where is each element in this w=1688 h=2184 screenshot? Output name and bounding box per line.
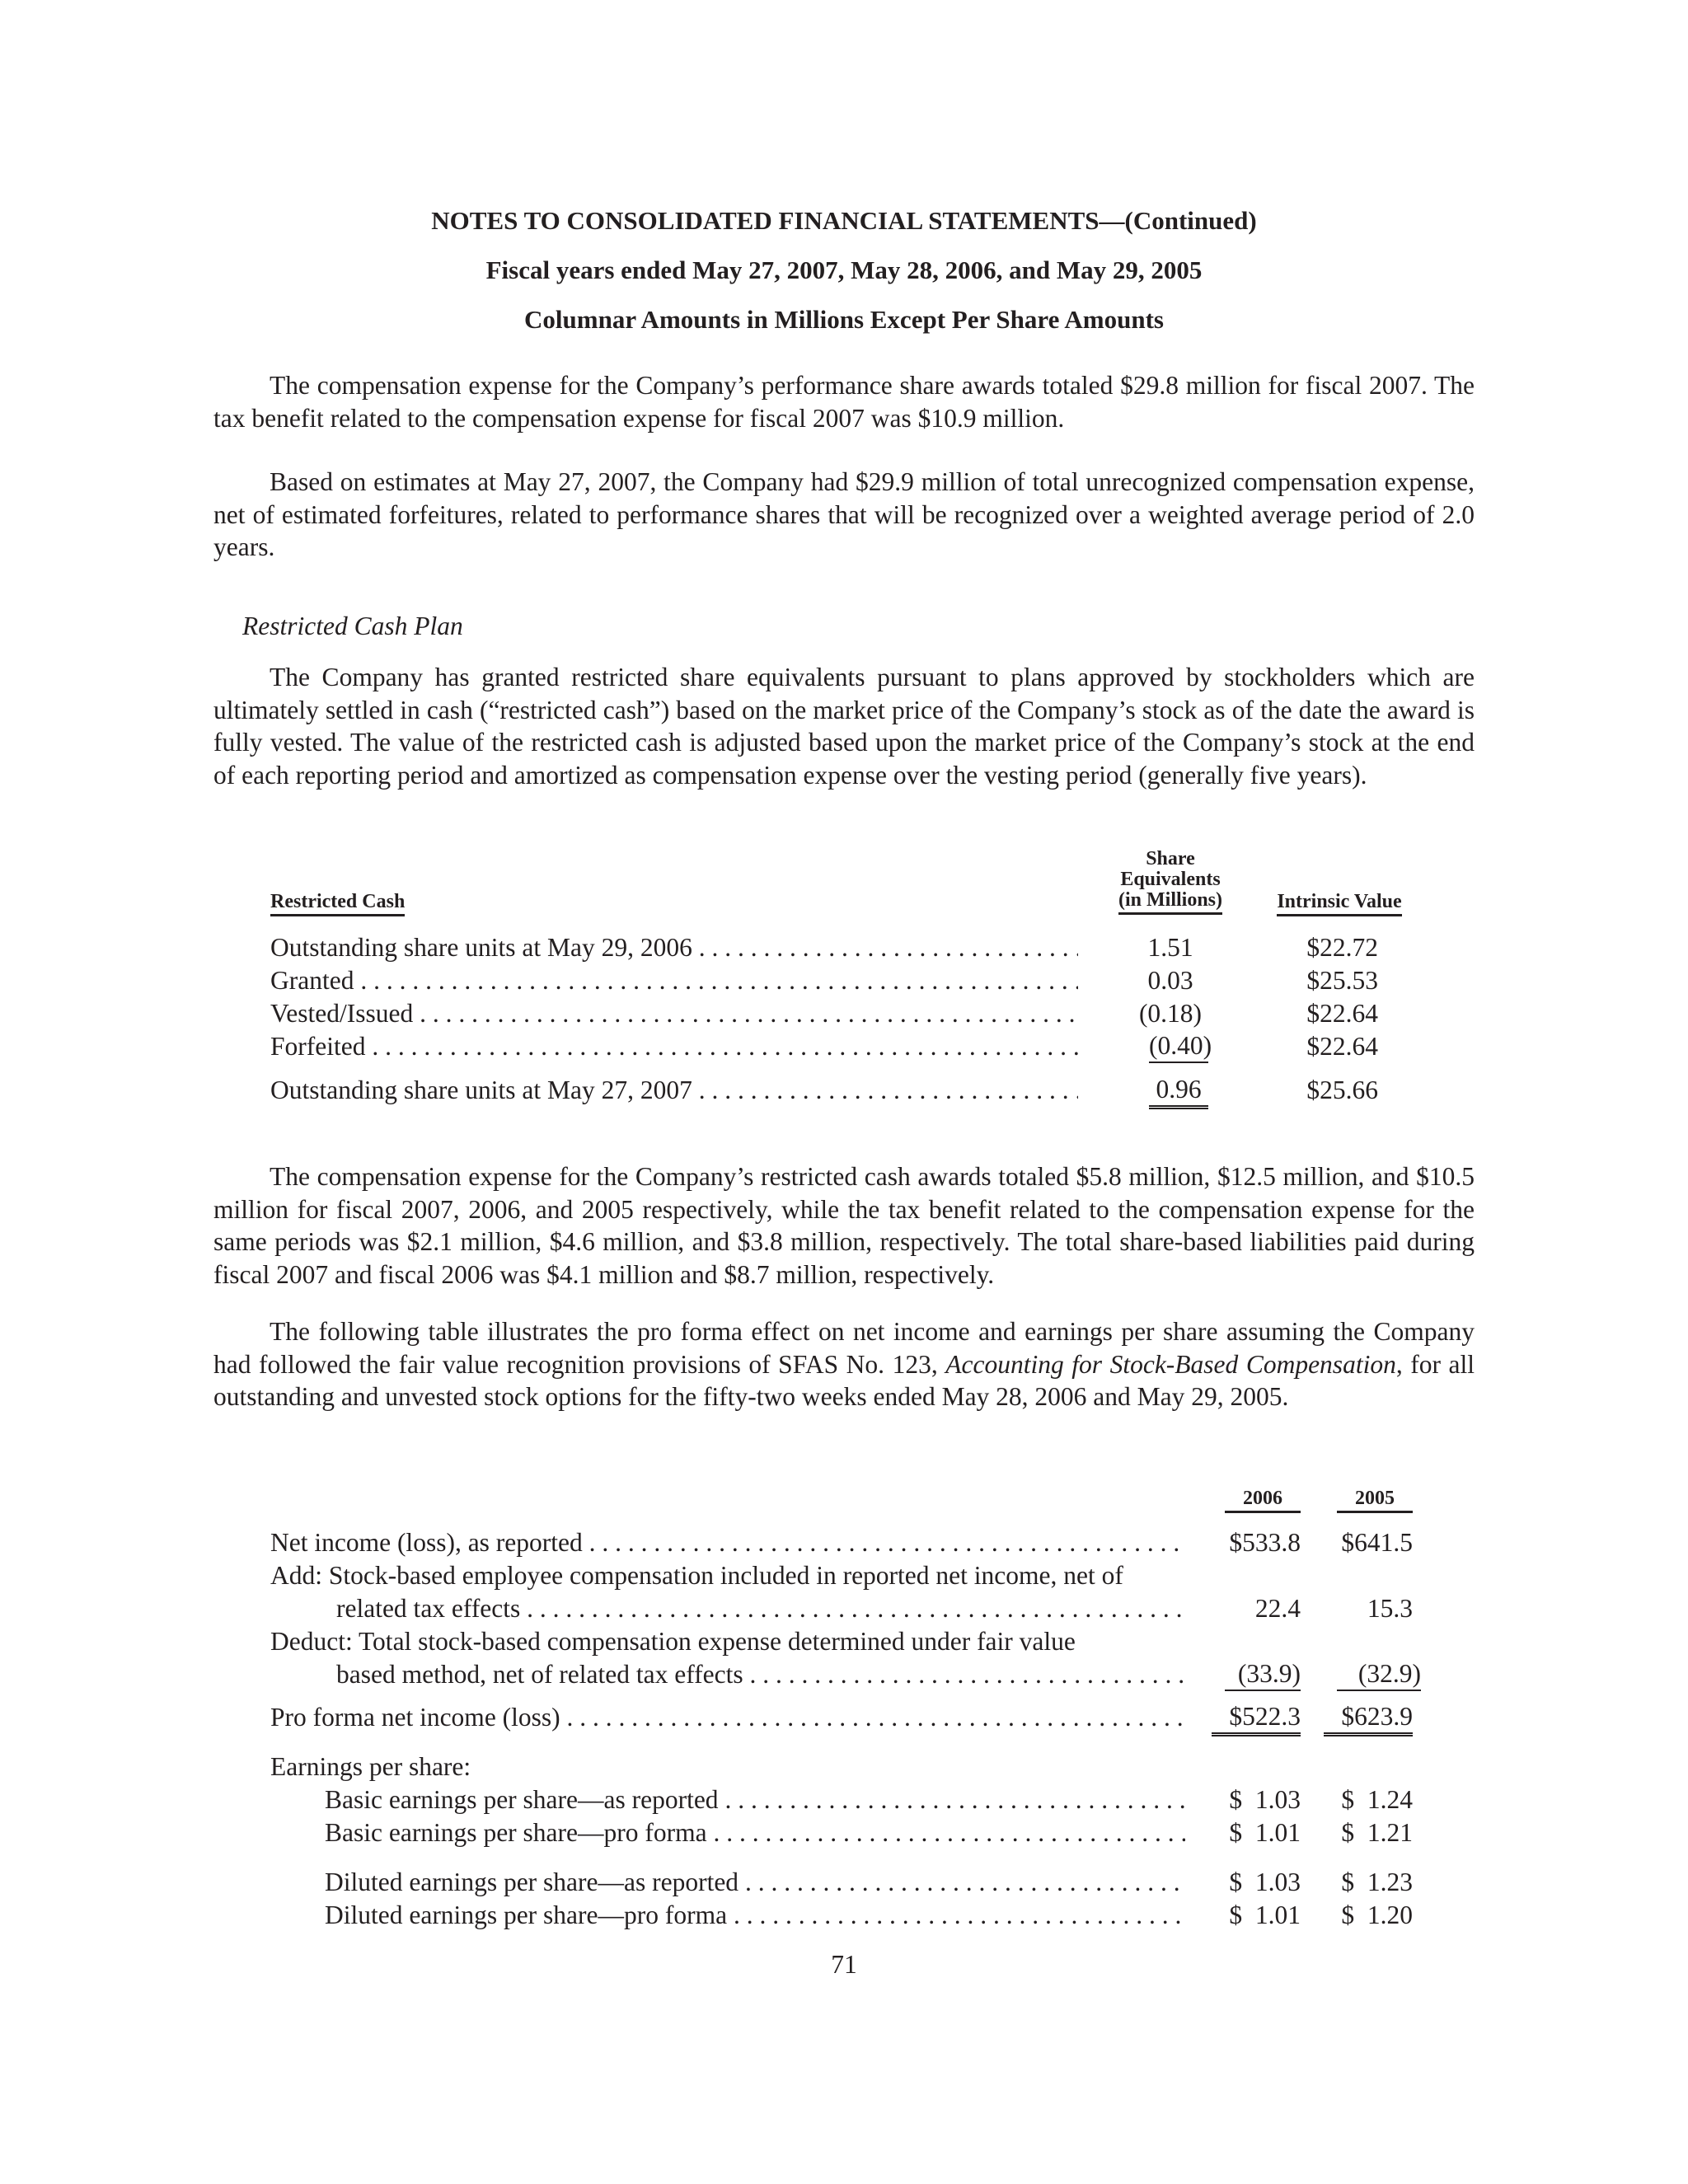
paragraph-restricted-cash-expense: The compensation expense for the Company’s restricted cash awards totaled $5.8 million, $12.5 million, and $10.5 million for fiscal 2007, 2006, and 2005 respectively, while the tax benefit related to the compensation expense for the same periods was $2.1 million, $4.6 million, and $3.8 million, respectively. The total share-based liabilities paid during fiscal 2007 and fiscal 2006 was $4.1 million and $8.7 million, respectively. (213, 1162, 1475, 1289)
table-row: Forfeited . . . (0.40) $22.64 (0, 1030, 1688, 1063)
table1-header-share-equivalents: Share Equivalents (in Millions) (1096, 849, 1245, 915)
table-row: related tax effects . . . 22.4 15.3 (0, 1592, 1688, 1625)
paragraph-unrecognized-compensation: Based on estimates at May 27, 2007, the Company had $29.9 million of total unrecognized compensation expense, net of estimated forfeitures, related to performance shares that will be recognized over a weighted average period of 2.0 years. (213, 467, 1475, 561)
page-header-fiscal-years: Fiscal years ended May 27, 2007, May 28, 2006, and May 29, 2005 (485, 255, 1203, 284)
table1-header-intrinsic-value: Intrinsic Value (1261, 892, 1418, 916)
table-row: Vested/Issued . . . (0.18) $22.64 (0, 997, 1688, 1030)
table-row: Outstanding share units at May 29, 2006 . . . 1.51 $22.72 (0, 931, 1688, 964)
paragraph-performance-share-expense: The compensation expense for the Company’s performance share awards totaled $29.8 million for fiscal 2007. The tax benefit related to the compensation expense for fiscal 2007 was $10.9 million. (213, 371, 1475, 433)
page-header-title: NOTES TO CONSOLIDATED FINANCIAL STATEMENTS—(Continued) (431, 206, 1257, 235)
page-number: 71 (831, 1950, 857, 1979)
table-row: Outstanding share units at May 27, 2007 . . . 0.96 $25.66 (0, 1074, 1688, 1107)
table2-header-2006: 2006 (1225, 1488, 1301, 1513)
table-row: Add: Stock-based employee compensation included in reported net income, net of (270, 1561, 1123, 1590)
section-heading-restricted-cash-plan: Restricted Cash Plan (242, 612, 463, 640)
table-row: Granted . . . 0.03 $25.53 (0, 964, 1688, 997)
page-header-columnar-note: Columnar Amounts in Millions Except Per Share Amounts (524, 305, 1164, 334)
paragraph-restricted-cash-description: The Company has granted restricted share equivalents pursuant to plans approved by stockholders which are ultimately settled in cash (“restricted cash”) based on the market price of the Company’s stock as of the date the award is fully vested. The value of the restricted cash is adjusted based upon the market price of the Company’s stock at the end of each reporting period and amortized as compensation expense over the vesting period (generally five years). (213, 663, 1475, 790)
table-row: Diluted earnings per share—pro forma . . . $ 1.01 $ 1.20 (0, 1899, 1688, 1932)
table-row: Basic earnings per share—pro forma . . . $ 1.01 $ 1.21 (0, 1816, 1688, 1849)
table-row: Diluted earnings per share—as reported . . . $ 1.03 $ 1.23 (0, 1866, 1688, 1899)
table1-header-label: Restricted Cash (270, 892, 405, 916)
table-row: Deduct: Total stock-based compensation expense determined under fair value (270, 1627, 1076, 1656)
table-row: based method, net of related tax effects . . . (33.9) (32.9) (0, 1658, 1688, 1691)
table-row: Pro forma net income (loss) . . . $522.3 $623.9 (0, 1701, 1688, 1734)
paragraph-pro-forma-intro: The following table illustrates the pro forma effect on net income and earnings per share assuming the Company had followed the fair value recognition provisions of SFAS No. 123, Accounting for Stock-Based Compensation, for all outstanding and unvested stock options for the fifty-two weeks ended May 28, 2006 and May 29, 2005. (213, 1317, 1475, 1411)
table-row: Basic earnings per share—as reported . . . $ 1.03 $ 1.24 (0, 1783, 1688, 1816)
table-row: Earnings per share: (270, 1752, 471, 1781)
table2-header-2005: 2005 (1337, 1488, 1413, 1513)
table-row: Net income (loss), as reported . . . $533.8 $641.5 (0, 1526, 1688, 1559)
